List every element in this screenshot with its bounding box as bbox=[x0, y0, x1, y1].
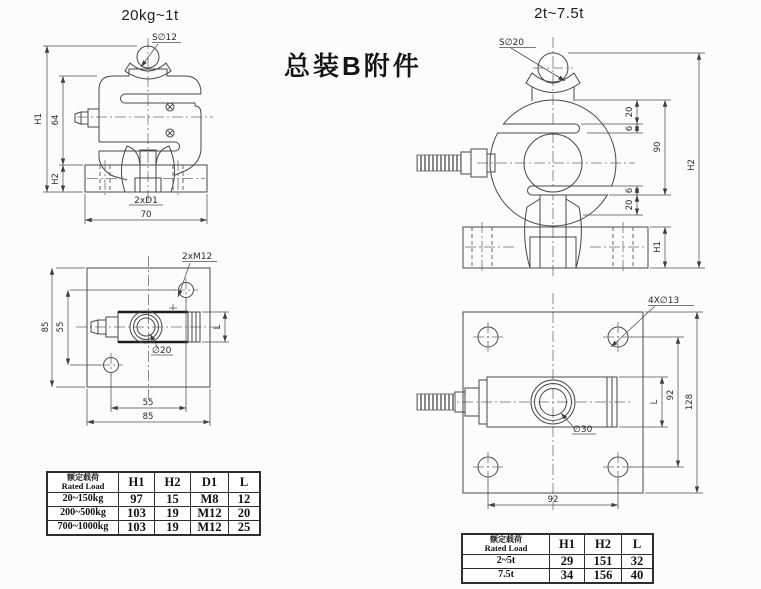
base-holes-label: 2xD1 bbox=[134, 196, 158, 206]
dim-85-bottom-label: 85 bbox=[142, 412, 154, 422]
dim-h1-label: H1 bbox=[653, 241, 663, 253]
dim-6-top-label: 6 bbox=[625, 125, 635, 132]
dim-20-bottom-label: 20 bbox=[625, 199, 635, 211]
load-cell: 20~150kg bbox=[47, 492, 119, 506]
ball-diameter-label: S∅20 bbox=[499, 38, 525, 48]
rated-load-header bbox=[462, 534, 550, 554]
cable-gland bbox=[75, 109, 99, 127]
col-h2: H2 bbox=[585, 534, 622, 554]
table-row bbox=[462, 554, 653, 568]
dim-20-top-label: 20 bbox=[625, 106, 635, 118]
dim-92-bottom-label: 92 bbox=[547, 495, 559, 505]
side-screws bbox=[166, 103, 174, 137]
plate-holes-label: 2xM12 bbox=[182, 252, 213, 262]
table-row bbox=[47, 520, 260, 535]
small-range-spec-table bbox=[46, 471, 261, 536]
plate-holes-label: 4X∅13 bbox=[648, 296, 680, 306]
l-cell: 25 bbox=[229, 520, 261, 535]
centerlines bbox=[443, 293, 630, 510]
dimension-h2 bbox=[51, 165, 63, 192]
small-top-view-drawing bbox=[40, 250, 250, 440]
dimension-h1 bbox=[650, 227, 705, 268]
h1-cell: 97 bbox=[119, 492, 155, 506]
l-cell: 32 bbox=[622, 554, 654, 568]
col-d1: D1 bbox=[191, 472, 229, 492]
load-cell: 7.5t bbox=[462, 568, 550, 583]
l-cell: 12 bbox=[229, 492, 261, 506]
d1-cell: M8 bbox=[191, 492, 229, 506]
dim-l-label: L bbox=[650, 399, 660, 405]
dim-90-label: 90 bbox=[653, 141, 663, 153]
dim-92-right-label: 92 bbox=[666, 389, 676, 401]
h2-cell: 19 bbox=[155, 506, 191, 520]
table-row bbox=[47, 492, 260, 506]
load-cell: 200~500kg bbox=[47, 506, 119, 520]
col-h1: H1 bbox=[119, 472, 155, 492]
ball-diameter-callout bbox=[499, 38, 565, 81]
dim-128-label: 128 bbox=[685, 393, 695, 411]
ball-diameter-label: S∅12 bbox=[152, 33, 178, 43]
dim-85-left-label: 85 bbox=[41, 321, 51, 333]
h1-cell: 103 bbox=[119, 520, 155, 535]
col-h2: H2 bbox=[155, 472, 191, 492]
dim-64-label: 64 bbox=[51, 114, 61, 126]
centerlines bbox=[477, 37, 635, 277]
dimension-90 bbox=[653, 100, 665, 195]
rated-load-cn: 额定载荷 bbox=[67, 472, 99, 482]
center-hole-callout bbox=[561, 413, 596, 435]
load-cell: 2~5t bbox=[462, 554, 550, 568]
sensor-body-top bbox=[91, 304, 200, 343]
dimension-64 bbox=[51, 76, 97, 165]
dim-h2-label: H2 bbox=[687, 159, 697, 171]
h1-cell: 34 bbox=[550, 568, 585, 583]
dimension-l-right bbox=[202, 312, 229, 342]
dim-55-left-label: 55 bbox=[56, 321, 66, 333]
base-holes-callout bbox=[129, 196, 163, 206]
dimension-chain-right bbox=[575, 100, 671, 215]
rated-load-en: Rated Load bbox=[61, 480, 105, 491]
table-row bbox=[462, 568, 653, 583]
large-front-view-drawing bbox=[415, 25, 735, 285]
rated-load-header bbox=[47, 472, 119, 492]
d1-cell: M12 bbox=[191, 506, 229, 520]
small-front-view-drawing bbox=[25, 30, 215, 242]
dim-70-label: 70 bbox=[140, 210, 152, 220]
col-h1: H1 bbox=[550, 534, 585, 554]
dimension-h2 bbox=[568, 53, 705, 268]
base-block bbox=[85, 146, 207, 197]
table-header-row bbox=[47, 472, 260, 492]
h1-cell: 103 bbox=[119, 506, 155, 520]
col-l: L bbox=[622, 534, 654, 554]
h2-cell: 19 bbox=[155, 520, 191, 535]
table-row bbox=[47, 506, 260, 520]
small-range-title: 20kg~1t bbox=[121, 7, 179, 24]
rated-load-en: Rated Load bbox=[484, 542, 528, 553]
ball-diameter-callout bbox=[141, 33, 181, 67]
rated-load-cn: 额定载荷 bbox=[490, 534, 522, 544]
center-hole-label: ∅30 bbox=[573, 425, 593, 435]
h2-cell: 151 bbox=[585, 554, 622, 568]
large-top-view-drawing bbox=[415, 285, 745, 525]
s-body bbox=[75, 69, 201, 180]
l-cell: 20 bbox=[229, 506, 261, 520]
d1-cell: M12 bbox=[191, 520, 229, 535]
plate-holes-callout bbox=[611, 296, 694, 347]
dim-l-label: L bbox=[213, 324, 223, 330]
dim-6-bottom-label: 6 bbox=[625, 187, 635, 194]
dim-h2-label: H2 bbox=[51, 173, 61, 185]
dim-55-bottom-label: 55 bbox=[142, 398, 154, 408]
table-header-row bbox=[462, 534, 653, 554]
h2-cell: 156 bbox=[585, 568, 622, 583]
center-hole-label: ∅20 bbox=[152, 346, 172, 356]
h2-cell: 15 bbox=[155, 492, 191, 506]
centerlines bbox=[77, 38, 213, 202]
h1-cell: 29 bbox=[550, 554, 585, 568]
large-range-title: 2t~7.5t bbox=[534, 5, 584, 22]
base-block bbox=[463, 222, 648, 273]
dim-h1-label: H1 bbox=[34, 113, 44, 125]
sheet-title: 总装B附件 bbox=[284, 51, 422, 81]
large-range-spec-table bbox=[461, 533, 654, 584]
col-l: L bbox=[229, 472, 261, 492]
load-cell: 700~1000kg bbox=[47, 520, 119, 535]
l-cell: 40 bbox=[622, 568, 654, 583]
